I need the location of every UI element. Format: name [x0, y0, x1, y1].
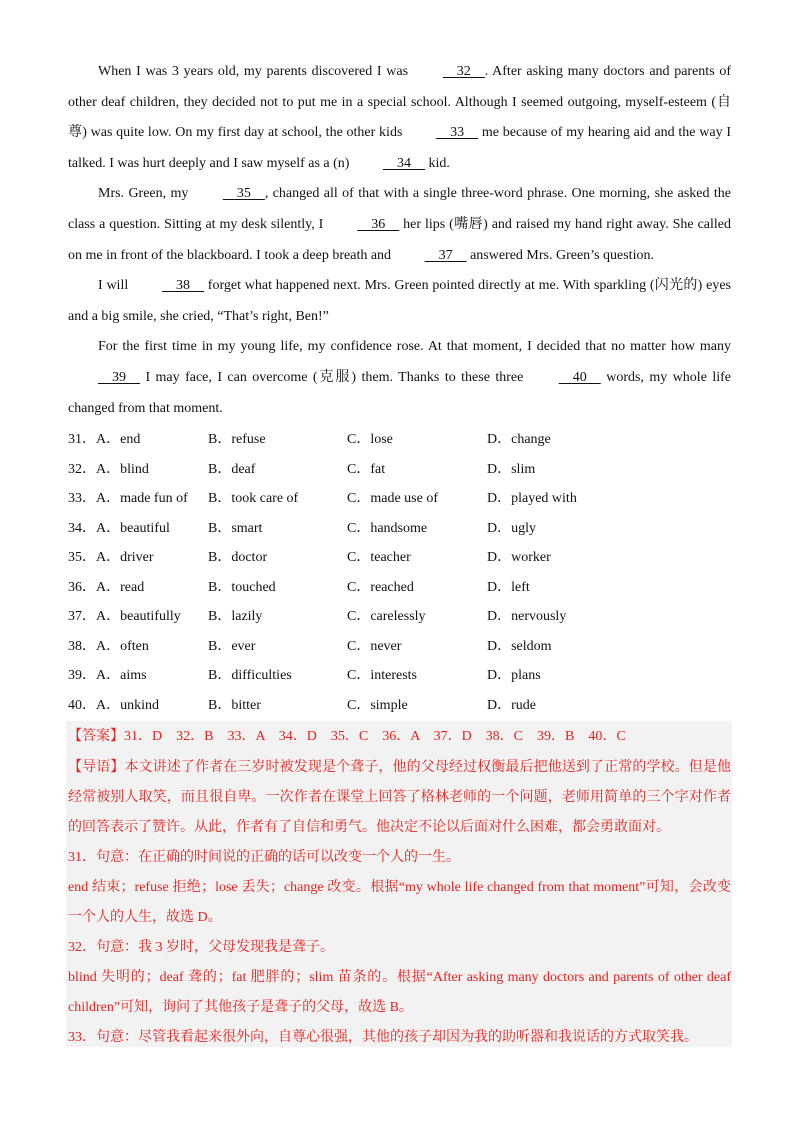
answer-label: 【答案】	[68, 728, 124, 744]
option-b: B．deaf	[208, 461, 256, 477]
option-c: C．made use of	[347, 491, 438, 506]
option-a-text: A．end	[96, 432, 141, 447]
q31-detail: end 结束；refuse 拒绝；lose 丢失；change 改变。根据“my whole life changed from that moment”可知，会改变一个人的人生，故选 D。	[68, 880, 731, 925]
reading-passage	[68, 57, 731, 424]
option-d: D．slim	[487, 461, 536, 477]
question-row-38	[68, 632, 731, 662]
passage-text: kid.	[424, 155, 450, 171]
question-number: 40．	[68, 697, 96, 713]
question-row-36	[68, 573, 731, 603]
option-a-text: A．unkind	[96, 697, 159, 713]
passage-paragraph-4	[68, 332, 731, 424]
passage-paragraph-3	[68, 271, 731, 332]
question-number: 31．	[68, 432, 96, 447]
option-d: D．seldom	[487, 638, 552, 654]
answer-explanation	[68, 721, 731, 1053]
option-c: C．carelessly	[347, 609, 426, 624]
option-d: D．played with	[487, 491, 577, 506]
option-a	[68, 514, 208, 544]
passage-text: Mrs. Green, my	[98, 186, 193, 202]
option-d: D．rude	[487, 697, 536, 713]
answer-key	[68, 721, 731, 752]
option-d: D．ugly	[487, 520, 536, 536]
passage-text: , changed all of that with a single three-word phrase. One morning, she asked the class a question. Sitting at my desk silently, I	[68, 186, 731, 232]
passage-text: For the first time in my young life, my confidence rose. At that moment, I decided that no matter how many	[98, 339, 731, 355]
guide-label: 【导语】	[68, 759, 125, 775]
option-a-text: A．beautiful	[96, 520, 170, 536]
blank-37: 37	[424, 247, 467, 263]
question-row-35	[68, 543, 731, 573]
answer-options	[68, 425, 731, 720]
blank-33: 33	[436, 125, 479, 141]
option-b: B．bitter	[208, 697, 261, 713]
option-d: D．worker	[487, 550, 551, 565]
question-row-39	[68, 661, 731, 691]
q33-title: 33．句意：尽管我看起来很外向，自尊心很强，其他的孩子却因为我的助听器和我说话的方式取笑我。	[68, 1030, 698, 1045]
option-c: C．lose	[347, 432, 393, 447]
option-a	[68, 455, 208, 485]
option-a	[68, 691, 208, 721]
guide	[68, 752, 731, 843]
option-c: C．simple	[347, 697, 408, 713]
option-b: B．difficulties	[208, 668, 292, 683]
option-a	[68, 573, 208, 603]
passage-paragraph-2	[68, 179, 731, 271]
question-row-33	[68, 484, 731, 514]
question-number: 34．	[68, 520, 96, 536]
option-a	[68, 425, 208, 455]
option-c: C．interests	[347, 668, 417, 683]
answer-text: 31．D 32．B 33．A 34．D 35．C 36．A 37．D 38．C 39．B 40．C	[124, 729, 626, 744]
blank-38: 38	[162, 278, 205, 294]
option-a-text: A．beautifully	[96, 609, 181, 624]
question-row-31	[68, 425, 731, 455]
passage-text: . After asking many doctors and parents of other deaf children, they decided not to put me in a special school. Although I seemed outgoing, myself-esteem (自尊) was quite low. On my first day at school, the other kids	[68, 64, 731, 141]
option-c: C．handsome	[347, 520, 428, 536]
option-b: B．refuse	[208, 432, 266, 447]
passage-text: forget what happened next. Mrs. Green pointed directly at me. With sparkling (闪光的) eyes and a big smile, she cried, “That’s right, Ben!”	[68, 278, 731, 324]
option-c: C．fat	[347, 461, 386, 477]
passage-text: When I was 3 years old, my parents discovered I was	[98, 64, 413, 79]
option-a-text: A．aims	[96, 668, 147, 683]
blank-34: 34	[382, 155, 425, 171]
question-row-34	[68, 514, 731, 544]
question-row-37	[68, 602, 731, 632]
option-a-text: A．made fun of	[96, 491, 188, 506]
option-c: C．never	[347, 638, 402, 654]
question-number: 36．	[68, 579, 96, 595]
option-b: B．smart	[208, 520, 263, 536]
blank-40: 40	[558, 369, 601, 385]
option-d: D．left	[487, 579, 530, 595]
passage-text: answered Mrs. Green’s question.	[466, 247, 654, 263]
passage-text: I may face, I can overcome (克服) them. Thanks to these three	[140, 369, 529, 385]
option-d: D．nervously	[487, 609, 567, 624]
option-a-text: A．blind	[96, 461, 149, 477]
option-b: B．doctor	[208, 550, 268, 565]
q32-detail: blind 失明的；deaf 聋的；fat 肥胖的；slim 苗条的。根据“After asking many doctors and parents of other deaf children”可知，询问了其他孩子是聋子的父母，故选 B。	[68, 970, 731, 1015]
passage-text: I will	[98, 278, 133, 294]
option-d: D．plans	[487, 668, 541, 683]
q32-title: 32．句意：我 3 岁时，父母发现我是聋子。	[68, 940, 334, 955]
passage-text: me because of my hearing aid and the way I talked. I was hurt deeply and I saw myself as a (n)	[68, 125, 731, 171]
option-a-text: A．driver	[96, 550, 154, 565]
option-d: D．change	[487, 432, 551, 447]
blank-36: 36	[357, 216, 400, 232]
passage-paragraph-1	[68, 57, 731, 179]
option-c: C．teacher	[347, 550, 411, 565]
passage-text: words, my whole life changed from that moment.	[68, 369, 731, 416]
question-number: 32．	[68, 461, 96, 477]
question-number: 38．	[68, 638, 96, 654]
option-b: B．ever	[208, 638, 256, 654]
question-row-40	[68, 691, 731, 721]
question-number: 37．	[68, 609, 96, 624]
option-b: B．lazily	[208, 609, 263, 624]
option-c: C．reached	[347, 579, 414, 595]
blank-32: 32	[442, 64, 485, 79]
question-number: 33．	[68, 491, 96, 506]
option-b: B．touched	[208, 579, 276, 595]
option-a	[68, 602, 208, 632]
q31-title: 31．句意：在正确的时间说的正确的话可以改变一个人的一生。	[68, 850, 460, 865]
blank-35: 35	[222, 186, 265, 202]
option-b: B．took care of	[208, 491, 299, 506]
guide-text: 本文讲述了作者在三岁时被发现是个聋子，他的父母经过权衡最后把他送到了正常的学校。但是他经常被别人取笑，而且很自卑。一次作者在课堂上回答了格林老师的一个问题，老师用简单的三个字对作者的回答表示了赞许。从此，作者有了自信和勇气。他决定不论以后面对什么困难，都会勇敢面对。	[68, 760, 732, 835]
option-a	[68, 661, 208, 691]
blank-39: 39	[98, 369, 140, 385]
option-a-text: A．read	[96, 579, 145, 595]
question-number: 35．	[68, 550, 96, 565]
question-number: 39．	[68, 668, 96, 683]
option-a-text: A．often	[96, 638, 149, 654]
question-row-32	[68, 455, 731, 485]
option-a	[68, 632, 208, 662]
option-a	[68, 543, 208, 573]
option-a	[68, 484, 208, 514]
passage-text: her lips (嘴唇) and raised my hand right away. She called on me in front of the blackboard. I took a deep breath and	[68, 216, 731, 263]
